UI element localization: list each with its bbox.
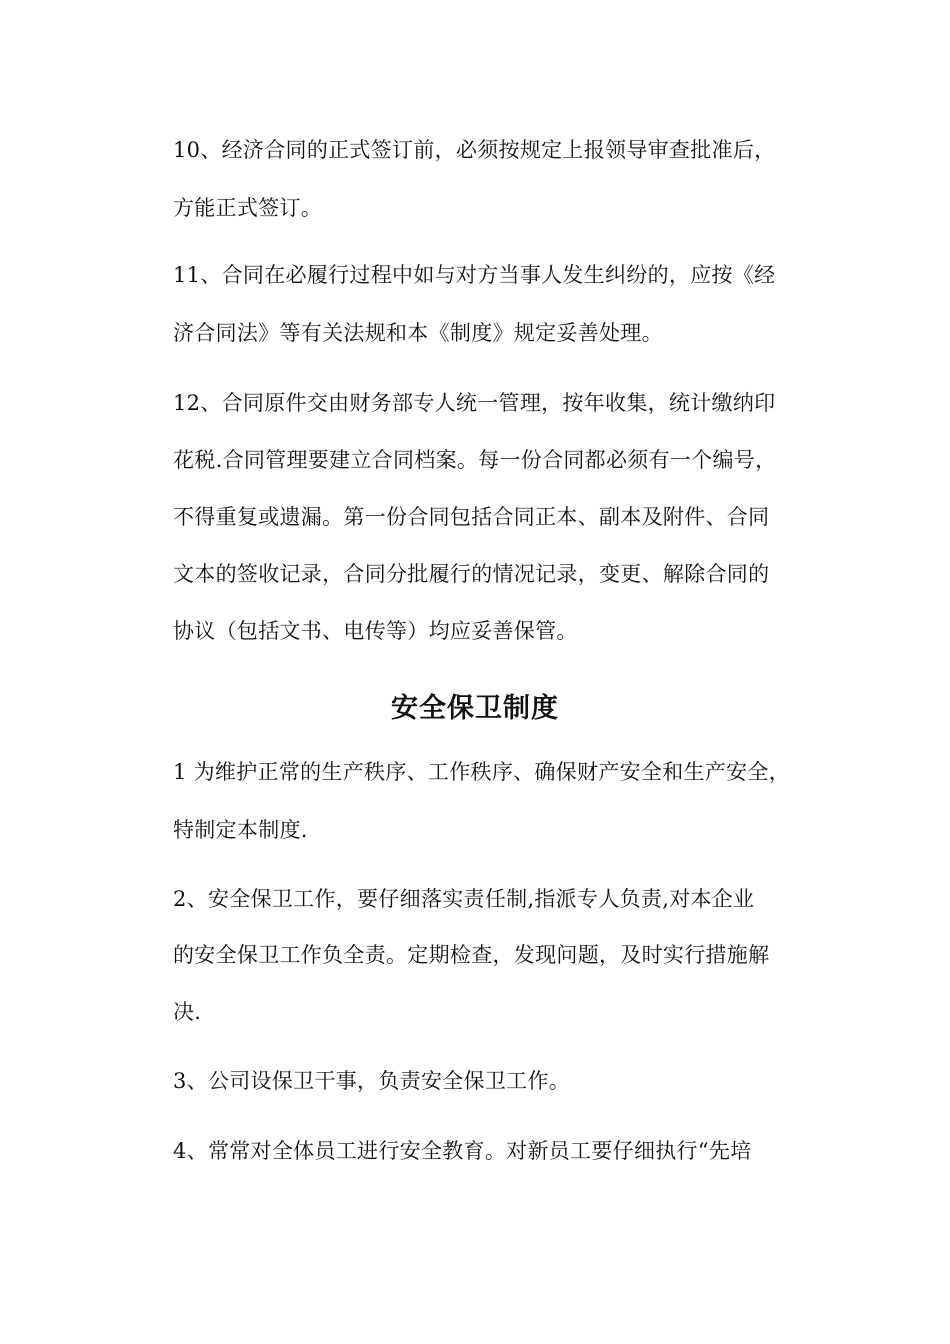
- clause-line: 2、安全保卫工作，要仔细落实责任制,指派专人负责,对本企业: [173, 887, 755, 911]
- clause-line: 特制定本制度.: [173, 818, 308, 842]
- clause-line: 4、常常对全体员工进行安全教育。对新员工要仔细执行“先培: [173, 1139, 752, 1163]
- clause-line: 10、经济合同的正式签订前，必须按规定上报领导审查批准后，: [173, 138, 776, 162]
- clause-line: 11、合同在必履行过程中如与对方当事人发生纠纷的，应按《经: [173, 263, 776, 287]
- clause-line: 文本的签收记录，合同分批履行的情况记录，变更、解除合同的: [173, 562, 770, 586]
- section-title: 安全保卫制度: [391, 693, 559, 724]
- clause-line: 3、公司设保卫干事，负责安全保卫工作。: [173, 1069, 571, 1093]
- clause-line: 协议（包括文书、电传等）均应妥善保管。: [173, 619, 578, 643]
- clause-line: 决.: [173, 1000, 202, 1024]
- clause-line: 花税.合同管理要建立合同档案。每一份合同都必须有一个编号，: [173, 448, 777, 472]
- clause-line: 12、合同原件交由财务部专人统一管理，按年收集，统计缴纳印: [173, 391, 776, 415]
- clause-line: 不得重复或遗漏。第一份合同包括合同正本、副本及附件、合同: [173, 505, 770, 529]
- clause-line: 济合同法》等有关法规和本《制度》规定妥善处理。: [173, 321, 663, 345]
- clause-line: 1 为维护正常的生产秩序、工作秩序、确保财产安全和生产安全，: [173, 760, 791, 784]
- clause-line: 的安全保卫工作负全责。定期检查，发现问题，及时实行措施解: [173, 943, 770, 967]
- clause-line: 方能正式签订。: [173, 196, 323, 220]
